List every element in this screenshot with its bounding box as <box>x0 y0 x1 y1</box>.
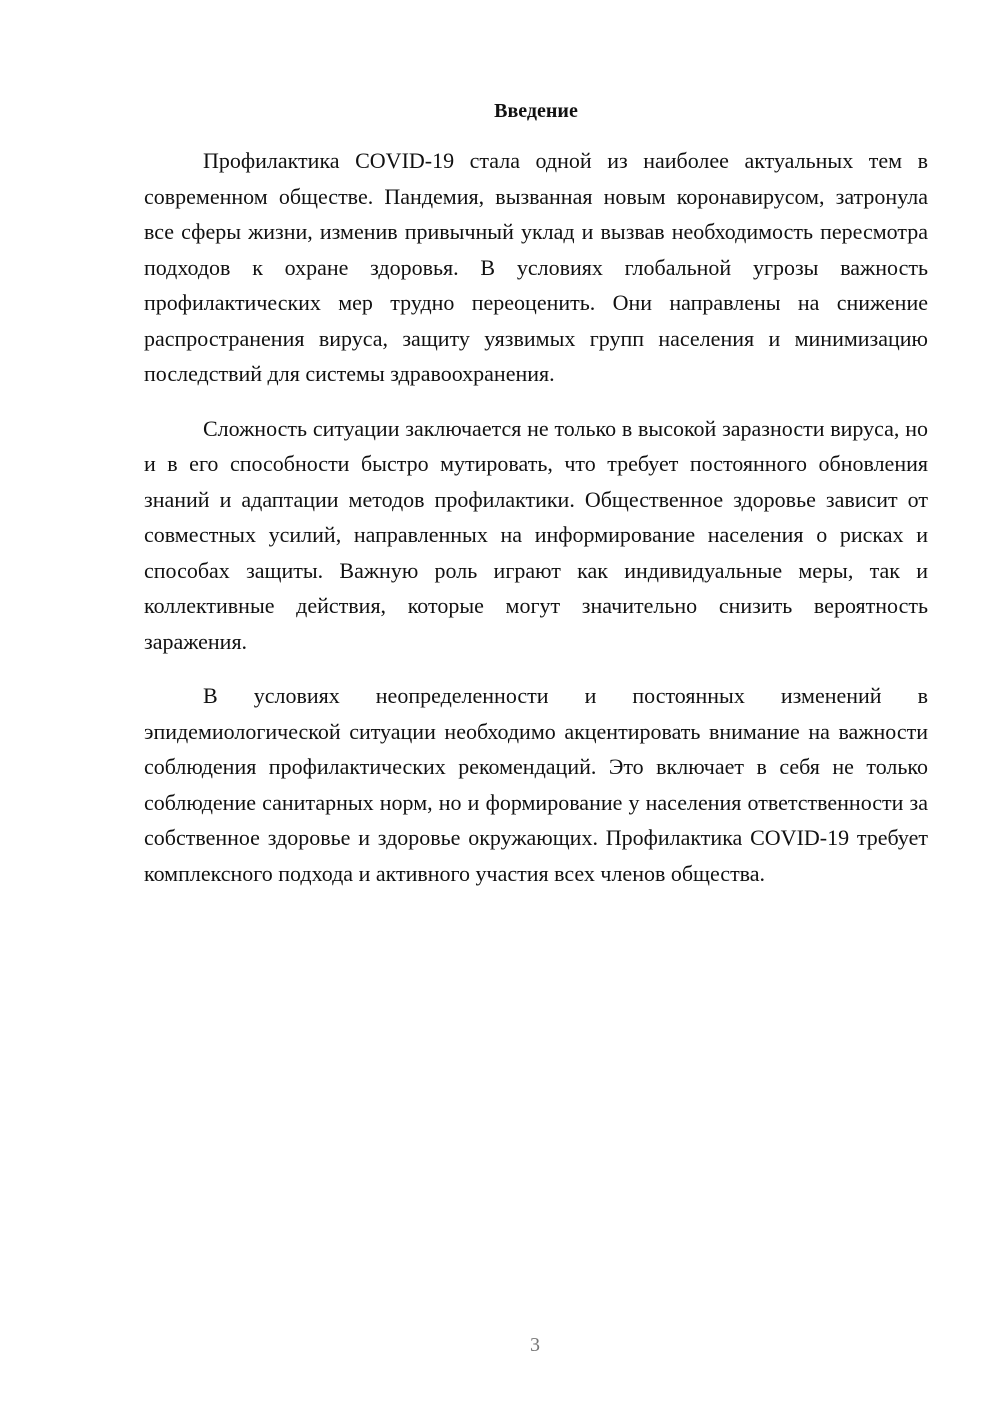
page-content <box>144 97 928 910</box>
page-number: 3 <box>530 1334 540 1356</box>
paragraph-1: Профилактика COVID-19 стала одной из наиболее актуальных тем в современном обществе. Пандемия, вызванная новым коронавирусом, затронула все сферы жизни, изменив привычный уклад и вызвав необходимость пересмотра подходов к охране здоровья. В условиях глобальной угрозы важность профилактических мер трудно переоценить. Они направлены на снижение распространения вируса, защиту уязвимых групп населения и минимизацию последствий для системы здравоохранения. <box>144 148 928 386</box>
section-heading: Введение <box>494 100 578 122</box>
paragraph-3: В условиях неопределенности и постоянных изменений в эпидемиологической ситуации необходимо акцентировать внимание на важности соблюдения профилактических рекомендаций. Это включает в себя не только соблюдение санитарных норм, но и формирование у населения ответственности за собственное здоровье и здоровье окружающих. Профилактика COVID-19 требует комплексного подхода и активного участия всех членов общества. <box>144 683 928 886</box>
paragraph-2: Сложность ситуации заключается не только в высокой заразности вируса, но и в его способности быстро мутировать, что требует постоянного обновления знаний и адаптации методов профилактики. Общественное здоровье зависит от совместных усилий, направленных на информирование населения о рисках и способах защиты. Важную роль играют как индивидуальные меры, так и коллективные действия, которые могут значительно снизить вероятность заражения. <box>144 415 928 654</box>
